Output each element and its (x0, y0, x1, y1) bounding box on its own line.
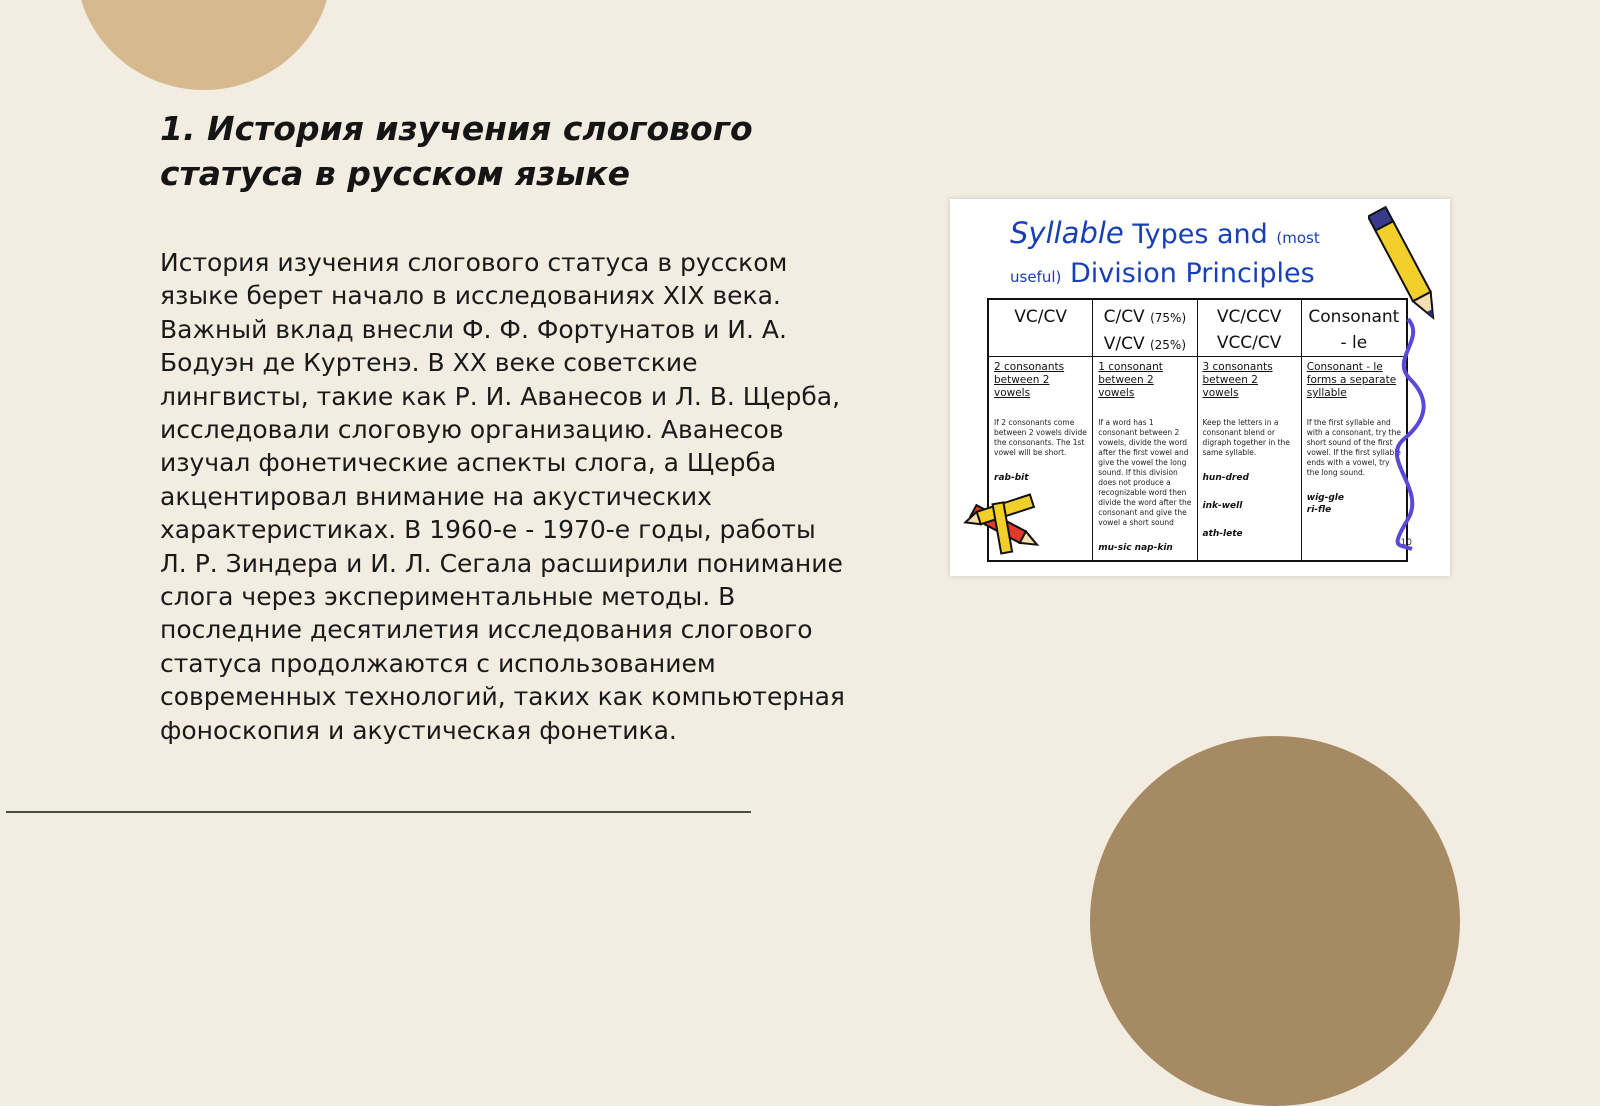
cell-example: ath-lete (1202, 529, 1243, 539)
header-text: - le (1340, 333, 1368, 353)
figure-title-useful: useful) (1010, 268, 1062, 286)
slide-body-text: История изучения слогового статуса в русском языке берет начало в исследованиях XIX века. Важный вклад внесли Ф. Ф. Фортунатов и И. А. Бодуэн де Куртенэ. В XX веке советские лингвисты, такие как Р. И. Аванесов и Л. В. Щерба, исследовали слоговую организацию. Аванесов изучал фонетические аспекты слога, а Щерба акцентировал внимание на акустических характеристиках. В 1960-е - 1970-е годы, работы Л. Р. Зиндера и И. Л. Сегала расширили понимание слога через экспериментальные методы. В последние десятилетия исследования слогового статуса продолжаются с использованием современных технологий, таких как компьютерная фоноскопия и акустическая фонетика. (160, 248, 845, 745)
table-header-cell (1093, 300, 1197, 357)
figure-title-division: Division Principles (1061, 258, 1315, 289)
syllable-types-figure (950, 199, 1450, 576)
figure-title (1010, 215, 1390, 295)
crayons-icon (950, 489, 1050, 569)
header-text: VC/CCV (1216, 307, 1282, 327)
pencil-icon (1368, 199, 1438, 559)
decorative-circle-bottom (1090, 736, 1460, 1106)
table-body-cell (1198, 357, 1302, 560)
cell-subheading: 2 consonants between 2 vowels (994, 361, 1065, 399)
cell-subheading: 3 consonants between 2 vowels (1202, 361, 1273, 399)
cell-description: If the first syllable and with a consonant, try the short sound of the first vowel. If the first syllable ends with a vowel, try the long sound. (1306, 418, 1401, 477)
cell-subheading: 1 consonant between 2 vowels (1098, 361, 1163, 399)
header-text: V/CV (1103, 334, 1145, 354)
syllable-table (987, 298, 1408, 562)
header-text: Consonant (1308, 307, 1400, 327)
cell-example: wig-gle (1306, 493, 1344, 503)
cell-example: hun-dred (1202, 473, 1249, 483)
cell-description: Keep the letters in a consonant blend or digraph together in the same syllable. (1202, 418, 1290, 457)
header-text: VCC/CV (1216, 333, 1282, 353)
table-header-cell (989, 300, 1093, 357)
header-text: C/CV (1103, 307, 1145, 327)
figure-slide-number: 10 (1400, 538, 1412, 548)
table-body-cell (1093, 357, 1197, 560)
slide-title: 1. История изучения слогового статуса в русском языке (160, 109, 753, 193)
table-header-cell (1198, 300, 1302, 357)
cell-description: If a word has 1 consonant between 2 vowels, divide the word after the first vowel and give the vowel the long sound. If this division does not produce a recognizable word then divide the word after the consonant and give the vowel a short sound (1098, 418, 1192, 527)
cell-example: ink-well (1202, 501, 1243, 511)
cell-description: If 2 consonants come between 2 vowels divide the consonants. The 1st vowel will be short. (994, 418, 1087, 457)
decorative-circle-top (76, 0, 332, 90)
figure-title-syllable: Syllable (1010, 216, 1124, 250)
cell-example: rab-bit (994, 473, 1029, 483)
cell-subheading: Consonant - le forms a separate syllable (1306, 361, 1397, 399)
divider-line (6, 811, 751, 813)
figure-title-types: Types and (1123, 219, 1277, 250)
header-percent: (75%) (1150, 311, 1187, 325)
figure-title-most: (most (1276, 229, 1320, 247)
header-percent: (25%) (1149, 338, 1187, 352)
cell-example: mu-sic nap-kin (1098, 543, 1173, 553)
header-text: VC/CV (1014, 307, 1067, 327)
cell-example: ri-fle (1306, 505, 1332, 515)
